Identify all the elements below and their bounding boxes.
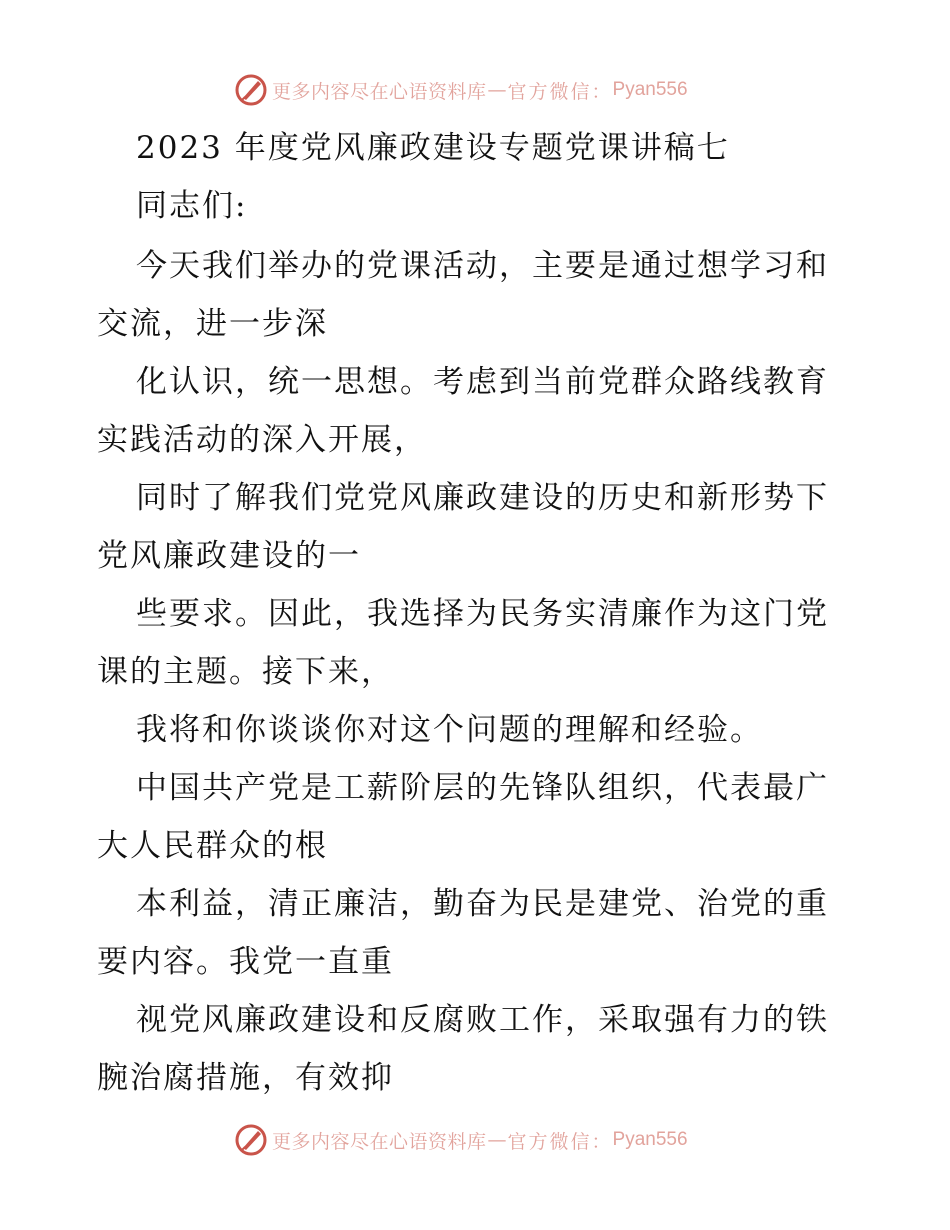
footer-watermark xyxy=(234,1122,734,1158)
paragraph-line: 中国共产党是工薪阶层的先锋队组织，代表最广 xyxy=(136,770,829,806)
paragraph-line: 些要求。因此，我选择为民务实清廉作为这门党 xyxy=(136,596,829,632)
paragraph-line: 要内容。我党一直重 xyxy=(97,944,394,980)
paragraph-line: 我将和你谈谈你对这个问题的理解和经验。 xyxy=(136,712,763,748)
paragraph-line: 同时了解我们党党风廉政建设的历史和新形势下 xyxy=(136,480,829,516)
paragraph-line: 化认识，统一思想。考虑到当前党群众路线教育 xyxy=(136,364,829,400)
paragraph-line: 党风廉政建设的一 xyxy=(97,538,361,574)
paragraph-line: 视党风廉政建设和反腐败工作，采取强有力的铁 xyxy=(136,1002,829,1038)
paragraph-line: 今天我们举办的党课活动，主要是通过想学习和 xyxy=(136,248,829,284)
document-title: 2023 年度党风廉政建设专题党课讲稿七 xyxy=(136,130,730,166)
paragraph-line: 大人民群众的根 xyxy=(97,828,328,864)
watermark-wechat-id: Pyan556 xyxy=(612,79,688,100)
watermark-dash: — xyxy=(487,79,507,101)
paragraph-line: 课的主题。接下来， xyxy=(97,654,394,690)
paragraph-line: 交流，进一步深 xyxy=(97,306,328,342)
paragraph-line: 本利益，清正廉洁，勤奋为民是建党、治党的重 xyxy=(136,886,829,922)
quill-pen-logo-icon xyxy=(234,73,268,107)
salutation: 同志们: xyxy=(136,188,248,224)
watermark-brand-text: 更多内容尽在心语资料库 xyxy=(272,1130,487,1153)
header-watermark xyxy=(234,72,734,108)
watermark-wechat-id: Pyan556 xyxy=(612,1129,688,1150)
watermark-wechat-label: 官方微信： xyxy=(507,1130,613,1153)
paragraph-line: 腕治腐措施，有效抑 xyxy=(97,1060,394,1096)
watermark-dash: — xyxy=(487,1129,507,1151)
watermark-wechat-label: 官方微信： xyxy=(507,80,613,103)
quill-pen-logo-icon xyxy=(234,1123,268,1157)
watermark-brand-text: 更多内容尽在心语资料库 xyxy=(272,80,487,103)
paragraph-line: 实践活动的深入开展， xyxy=(97,422,427,458)
